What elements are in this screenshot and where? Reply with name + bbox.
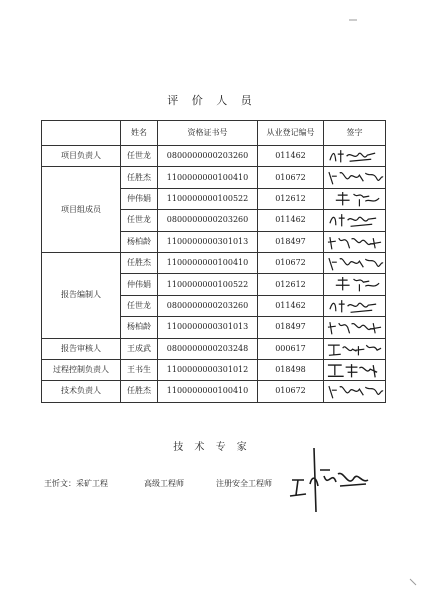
role-cell: 项目组成员 [42, 167, 121, 253]
cert-cell: 0800000000203260 [158, 295, 258, 316]
header-role [42, 121, 121, 146]
cert-cell: 1100000000100410 [158, 252, 258, 273]
cert-cell: 0800000000203260 [158, 146, 258, 167]
header-cert: 资格证书号 [158, 121, 258, 146]
signature-cell [324, 338, 386, 359]
handwritten-signature [324, 381, 385, 401]
table-header-row [42, 121, 386, 146]
signature-cell [324, 295, 386, 316]
table-row [42, 338, 386, 359]
handwritten-signature [324, 210, 385, 230]
reg-cell: 012612 [258, 188, 324, 209]
cert-cell: 1100000000100522 [158, 188, 258, 209]
table-row [42, 381, 386, 402]
reg-cell: 018498 [258, 359, 324, 380]
handwritten-signature [324, 296, 385, 316]
signature-cell [324, 317, 386, 338]
signature-cell [324, 381, 386, 402]
reg-cell: 000617 [258, 338, 324, 359]
reg-cell: 011462 [258, 210, 324, 231]
handwritten-signature [324, 232, 385, 252]
name-cell: 任胜杰 [121, 167, 158, 188]
expert-title: 高级工程师 [144, 479, 184, 488]
handwritten-signature [324, 360, 385, 380]
signature-cell [324, 231, 386, 252]
expert-handwritten-signature [286, 440, 376, 520]
header-signature: 签字 [324, 121, 386, 146]
cert-cell: 1100000000100522 [158, 274, 258, 295]
page-mark [348, 8, 358, 14]
reg-cell: 011462 [258, 146, 324, 167]
role-cell: 过程控制负责人 [42, 359, 121, 380]
name-cell: 任世龙 [121, 295, 158, 316]
name-cell: 任胜杰 [121, 252, 158, 273]
reg-cell: 010672 [258, 252, 324, 273]
cert-cell: 1100000000100410 [158, 381, 258, 402]
table-row [42, 252, 386, 273]
table-row [42, 167, 386, 188]
staff-table [41, 120, 386, 403]
signature-cell [324, 210, 386, 231]
handwritten-signature [324, 274, 385, 294]
signature-cell [324, 252, 386, 273]
table-row [42, 146, 386, 167]
role-cell: 项目负责人 [42, 146, 121, 167]
handwritten-signature [324, 253, 385, 273]
header-name: 姓名 [121, 121, 158, 146]
table-row [42, 359, 386, 380]
edge-mark [408, 572, 418, 582]
name-cell: 仲伟娟 [121, 274, 158, 295]
role-cell: 技术负责人 [42, 381, 121, 402]
name-cell: 任世龙 [121, 146, 158, 167]
name-cell: 任胜杰 [121, 381, 158, 402]
handwritten-signature [324, 167, 385, 187]
name-cell: 杨柏龄 [121, 317, 158, 338]
name-cell: 仲伟娟 [121, 188, 158, 209]
role-cell: 报告编制人 [42, 252, 121, 338]
reg-cell: 011462 [258, 295, 324, 316]
signature-cell [324, 167, 386, 188]
name-cell: 任世龙 [121, 210, 158, 231]
page-title: 评 价 人 员 [167, 94, 257, 107]
signature-cell [324, 188, 386, 209]
expert-qualification: 注册安全工程师 [216, 479, 272, 488]
cert-cell: 1100000000301013 [158, 317, 258, 338]
cert-cell: 1100000000100410 [158, 167, 258, 188]
handwritten-signature [324, 317, 385, 337]
expert-name-field: 王忻文：采矿工程 [44, 479, 108, 488]
cert-cell: 0800000000203248 [158, 338, 258, 359]
reg-cell: 018497 [258, 317, 324, 338]
reg-cell: 018497 [258, 231, 324, 252]
signature-cell [324, 146, 386, 167]
cert-cell: 1100000000301013 [158, 231, 258, 252]
name-cell: 杨柏龄 [121, 231, 158, 252]
handwritten-signature [324, 146, 385, 166]
name-cell: 王成武 [121, 338, 158, 359]
reg-cell: 012612 [258, 274, 324, 295]
experts-title: 技 术 专 家 [173, 442, 251, 453]
reg-cell: 010672 [258, 167, 324, 188]
signature-cell [324, 274, 386, 295]
handwritten-signature [324, 339, 385, 359]
handwritten-signature [324, 189, 385, 209]
role-cell: 报告审核人 [42, 338, 121, 359]
reg-cell: 010672 [258, 381, 324, 402]
name-cell: 王书生 [121, 359, 158, 380]
cert-cell: 0800000000203260 [158, 210, 258, 231]
signature-cell [324, 359, 386, 380]
cert-cell: 1100000000301012 [158, 359, 258, 380]
header-reg: 从业登记编号 [258, 121, 324, 146]
